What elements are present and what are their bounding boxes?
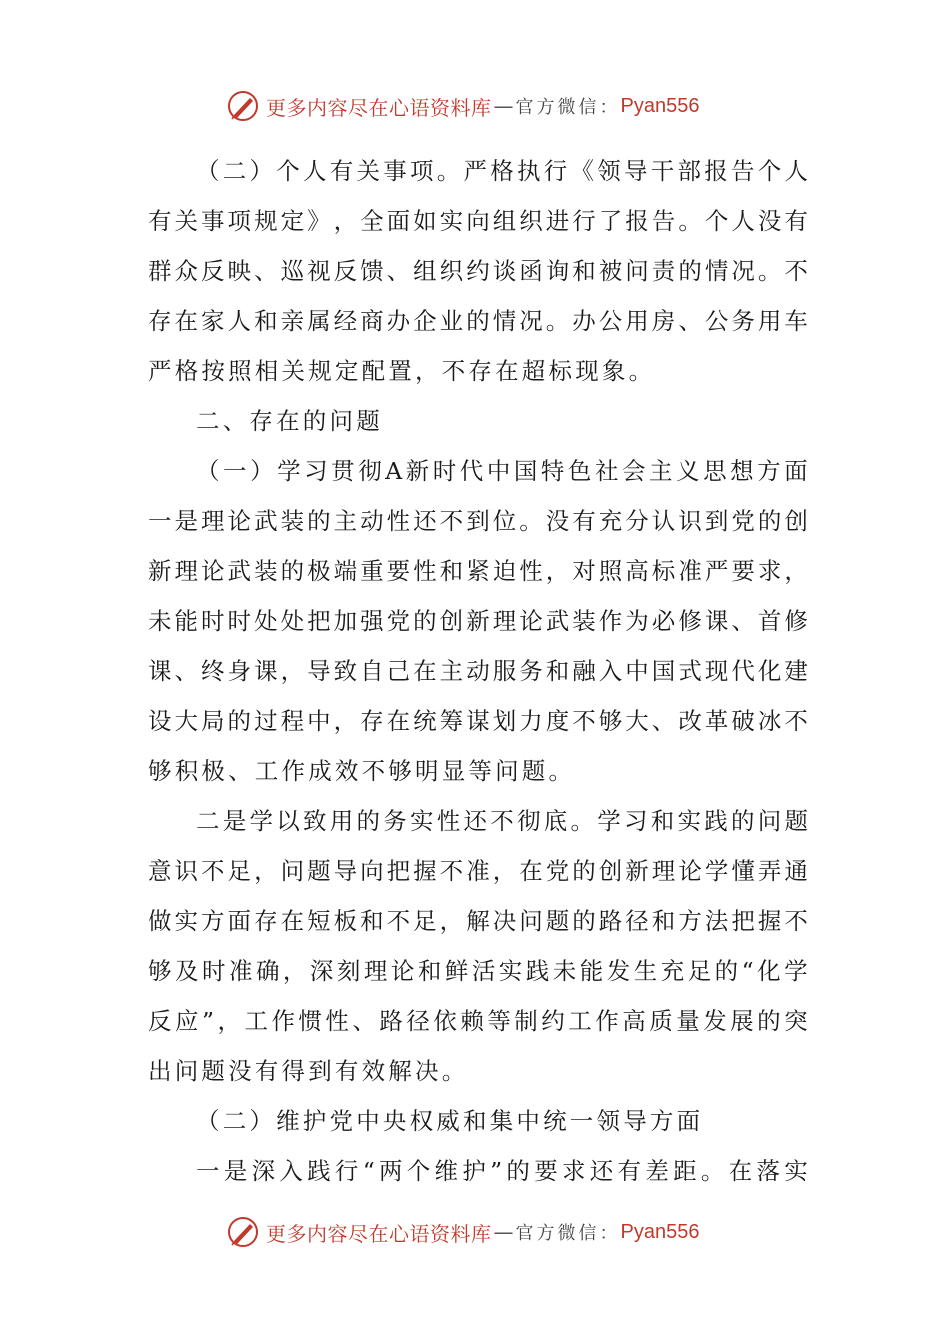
watermark-dash: — [493, 1220, 514, 1244]
watermark-main-text: 更多内容尽在心语资料库 [266, 95, 492, 120]
text-line: 未 能 时 时 处 处 把 加 强 党 的 创 新 理 论 武 装 作 为 必 修 课 、 首 修 [148, 607, 808, 635]
text-line: （ 一 ） 学 习 贯 彻 A 新 时 代 中 国 特 色 社 会 主 义 思 想 方 面 [196, 457, 808, 485]
watermark-dash: — [493, 94, 514, 118]
watermark-wechat-label: 官方微信： [515, 97, 621, 118]
pen-logo-icon [226, 1215, 260, 1249]
text-line: 够 及 时 准 确 ， 深 刻 理 论 和 鲜 活 实 践 未 能 发 生 充 足 的 “ 化 学 [148, 957, 808, 985]
text-line: 新 理 论 武 装 的 极 端 重 要 性 和 紧 迫 性 ， 对 照 高 标 准 严 要 求 ， [148, 557, 808, 585]
watermark-wechat-id: Pyan556 [620, 1220, 700, 1243]
text-line: 意 识 不 足 ， 问 题 导 向 把 握 不 准 ， 在 党 的 创 新 理 论 学 懂 弄 通 [148, 857, 808, 885]
document-body [148, 146, 808, 1196]
text-line: 一 是 理 论 武 装 的 主 动 性 还 不 到 位 。 没 有 充 分 认 识 到 党 的 创 [148, 507, 808, 535]
text-line: 二、存在的问题 [196, 407, 383, 435]
text-line: 做 实 方 面 存 在 短 板 和 不 足 ， 解 决 问 题 的 路 径 和 方 法 把 握 不 [148, 907, 808, 935]
text-line: 课 、 终 身 课 ， 导 致 自 己 在 主 动 服 务 和 融 入 中 国 式 现 代 化 建 [148, 657, 808, 685]
text-line: 群 众 反 映 、 巡 视 反 馈 、 组 织 约 谈 函 询 和 被 问 责 的 情 况 。 不 [148, 257, 808, 285]
header-watermark [226, 86, 746, 126]
text-line: 严格按照相关规定配置，不存在超标现象。 [148, 357, 656, 385]
text-line: 出问题没有得到有效解决。 [148, 1057, 469, 1085]
text-line: 二 是 学 以 致 用 的 务 实 性 还 不 彻 底 。 学 习 和 实 践 的 问 题 [196, 807, 808, 835]
text-line: 反 应 ” ， 工 作 惯 性 、 路 径 依 赖 等 制 约 工 作 高 质 量 发 展 的 突 [148, 1007, 808, 1035]
text-line: 有 关 事 项 规 定 》 ， 全 面 如 实 向 组 织 进 行 了 报 告 。 个 人 没 有 [148, 207, 808, 235]
text-line: 一 是 深 入 践 行 “ 两 个 维 护 ” 的 要 求 还 有 差 距 。 在 落 实 [196, 1157, 808, 1185]
text-line: 存 在 家 人 和 亲 属 经 商 办 企 业 的 情 况 。 办 公 用 房 、 公 务 用 车 [148, 307, 808, 335]
footer-watermark [226, 1212, 746, 1252]
text-line: （二）维护党中央权威和集中统一领导方面 [196, 1107, 704, 1135]
watermark-wechat-label: 官方微信： [515, 1223, 621, 1244]
text-line: 够积极、工作成效不够明显等问题。 [148, 757, 576, 785]
watermark-main-text: 更多内容尽在心语资料库 [266, 1221, 492, 1246]
text-line: （ 二 ） 个 人 有 关 事 项 。 严 格 执 行 《 领 导 干 部 报 告 个 人 [196, 157, 808, 185]
watermark-wechat-id: Pyan556 [620, 94, 700, 117]
pen-logo-icon [226, 89, 260, 123]
text-line: 设 大 局 的 过 程 中 ， 存 在 统 筹 谋 划 力 度 不 够 大 、 改 革 破 冰 不 [148, 707, 808, 735]
